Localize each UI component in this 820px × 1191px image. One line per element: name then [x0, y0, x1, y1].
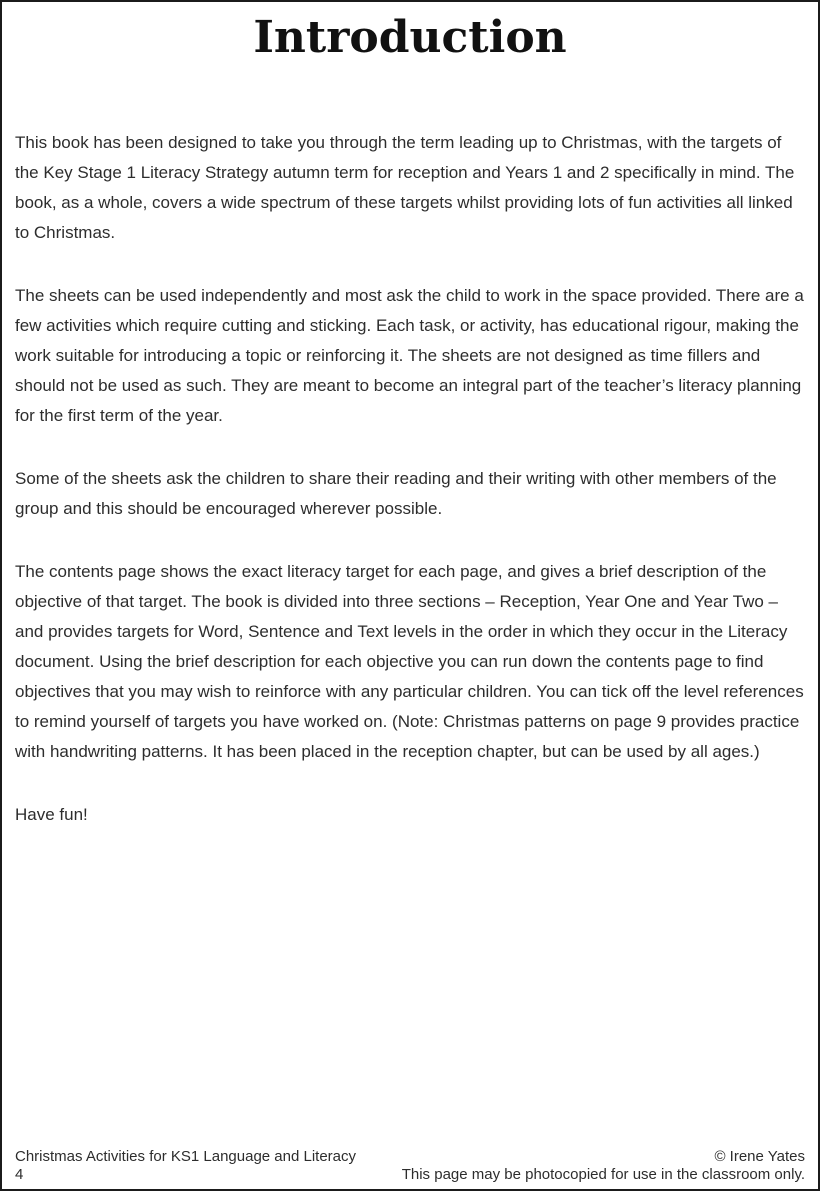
page-title: Introduction	[253, 12, 567, 63]
footer-left	[15, 1148, 356, 1184]
footer-book-title: Christmas Activities for KS1 Language and Literacy	[15, 1148, 357, 1165]
body-paragraph: Some of the sheets ask the children to share their reading and their writing with other members of the group and this should be encouraged wherever possible.	[15, 469, 777, 518]
footer-right	[402, 1148, 805, 1184]
page-body	[15, 128, 805, 863]
body-paragraph: The sheets can be used independently and most ask the child to work in the space provided. There are a few activities which require cutting and sticking. Each task, or activity, has educational rigour, making the work suitable for introducing a topic or reinforcing it. The sheets are not designed as time fillers and should not be used as such. They are meant to become an integral part of the teacher’s literacy planning for the first term of the year.	[15, 286, 804, 425]
footer-page-number: 4	[15, 1166, 24, 1183]
body-paragraph: Have fun!	[15, 805, 88, 824]
footer-photocopy-notice: This page may be photocopied for use in the classroom only.	[401, 1166, 805, 1183]
body-paragraph: This book has been designed to take you through the term leading up to Christmas, with the targets of the Key Stage 1 Literacy Strategy autumn term for reception and Years 1 and 2 specifically in mind. The book, as a whole, covers a wide spectrum of these targets whilst providing lots of fun activities all linked to Christmas.	[15, 133, 795, 242]
footer-copyright: © Irene Yates	[714, 1148, 805, 1165]
page-footer	[15, 1148, 805, 1184]
body-paragraph: The contents page shows the exact literacy target for each page, and gives a brief description of the objective of that target. The book is divided into three sections – Reception, Year One and Year Two – and provides targets for Word, Sentence and Text levels in the order in which they occur in the Literacy document. Using the brief description for each objective you can run down the contents page to find objectives that you may wish to reinforce with any particular children. You can tick off the level references to remind yourself of targets you have worked on. (Note: Christmas patterns on page 9 provides practice with handwriting patterns. It has been placed in the reception chapter, but can be used by all ages.)	[15, 562, 804, 761]
